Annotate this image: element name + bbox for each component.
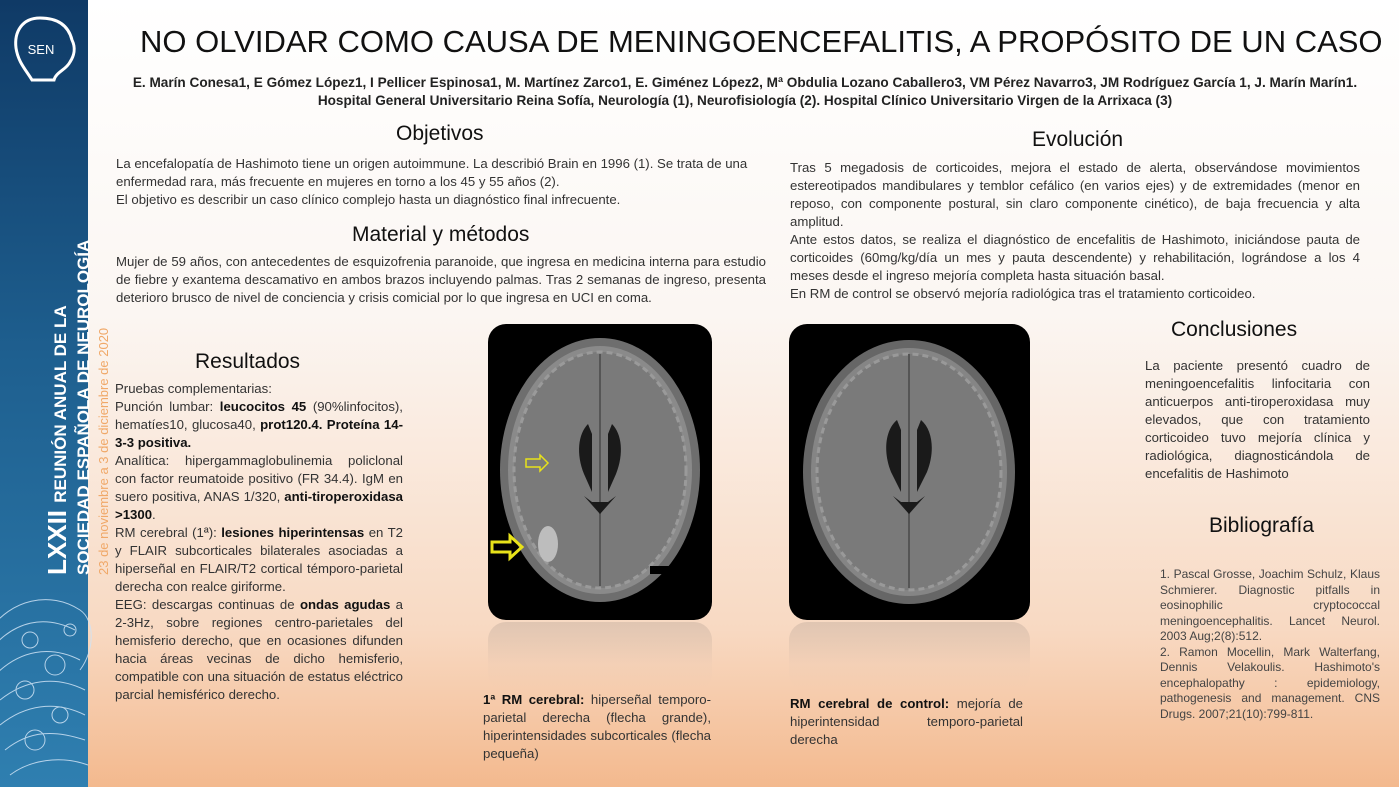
conclusiones-text: La paciente presentó cuadro de meningoencefalitis linfocitaria con anticuerpos anti-tiroperoxidasa muy elevados, que con tratamiento corticoideo tuvo mejoría clínica y radiológica, diagnosticándola de encefalitis de Hashimoto — [1145, 358, 1370, 481]
reference-item: 1. Pascal Grosse, Joachim Schulz, Klaus Schmierer. Diagnostic pitfalls in eosinophilic cryptococcal meningoencephalitis. Lancet Neurol. 2003 Aug;2(8):512. — [1160, 567, 1380, 643]
material-text: Mujer de 59 años, con antecedentes de esquizofrenia paranoide, que ingresa en medicina interna para estudio de fiebre y exantema descamativo en ambos brazos incluyendo palmas. Tras 2 semanas de ingreso, presenta deterioro brusco de nivel de conciencia y crisis comicial por lo que ingresa en UCI en coma. — [116, 254, 766, 305]
resultados-heading: Resultados — [195, 350, 301, 373]
meeting-dates: 23 de noviembre a 3 de diciembre de 2020 — [96, 327, 111, 575]
evolucion-text — [790, 159, 1360, 303]
evolucion-p1: Tras 5 megadosis de corticoides, mejora el estado de alerta, observándose movimientos estereotipados mandibulares y temblor cefálico (en varios ejes) y de extremidades (menor en reposo, con componente postural, sin claro componente cinético), de baja frecuencia y alta amplitud. — [790, 160, 1360, 229]
authors-block — [95, 74, 1395, 110]
sidebar-banner — [0, 0, 111, 787]
figure1-caption: 1ª RM cerebral: hiperseñal temporo-parietal derecha (flecha grande), hiperintensidades subcorticales (flecha pequeña) — [483, 692, 711, 761]
rm-cerebral: RM cerebral (1ª): lesiones hiperintensas en T2 y FLAIR subcorticales bilaterales asociadas a hiperseñal en FLAIR/T2 cortical témporo-parietal derecha con realce giriforme. — [115, 525, 403, 594]
svg-text:SEN: SEN — [27, 42, 55, 57]
meeting-line2: SOCIEDAD ESPAÑOLA DE NEUROLOGÍA — [74, 239, 93, 575]
meeting-line1: REUNIÓN ANUAL DE LA — [51, 305, 70, 503]
mri-image-control — [789, 324, 1030, 620]
poster-title: NO OLVIDAR COMO CAUSA DE MENINGOENCEFALITIS, A PROPÓSITO DE UN CASO — [140, 24, 1383, 59]
eeg: EEG: descargas continuas de ondas agudas a 2-3Hz, sobre regiones centro-parietales del hemisferio derecho, que en ocasiones difunden hacia áreas vecinas de dicho hemisferio, compatible con una situación de estatus eléctrico parcial hemisférico derecho. — [115, 597, 404, 702]
affiliations: Hospital General Universitario Reina Sofía, Neurología (1), Neurofisiología (2). Hospital Clínico Universitario Virgen de la Arrixaca (3) — [317, 93, 1173, 108]
objetivos-p2: El objetivo es describir un caso clínico complejo hasta un diagnóstico final infrecuente. — [116, 192, 621, 207]
evolucion-heading: Evolución — [1032, 128, 1124, 151]
sen-logo — [10, 14, 80, 86]
resultados-text — [115, 380, 403, 704]
analitica: Analítica: hipergammaglobulinemia policlonal con factor reumatoide positivo (FR 34.4). IgM en suero positiva, ANAS 1/320, anti-tiroperoxidasa >1300. — [115, 453, 403, 522]
meeting-title — [44, 240, 114, 575]
objetivos-text — [116, 155, 766, 209]
bibliografia-heading: Bibliografía — [1209, 514, 1315, 537]
puncion-lumbar: Punción lumbar: leucocitos 45 (90%linfocitos), hematíes10, glucosa40, prot120.4. Proteína 14-3-3 positiva. — [115, 399, 403, 450]
reference-item: 2. Ramon Mocellin, Mark Walterfang, Dennis Velakoulis. Hashimoto's encephalopathy : epidemiology, pathogenesis and management. CNS Drugs. 2007;21(10):799-811. — [1160, 644, 1380, 721]
mri-reflection-2 — [789, 622, 1030, 692]
figure2-caption: RM cerebral de control: mejoría de hiperintensidad temporo-parietal derecha — [790, 696, 1023, 747]
objetivos-p1: La encefalopatía de Hashimoto tiene un origen autoimmune. La describió Brain en 1996 (1). Se trata de una enfermedad rara, más frecuente en mujeres en torno a los 45 y 55 años (2). — [116, 156, 748, 189]
evolucion-p3: En RM de control se observó mejoría radiológica tras el tratamiento corticoideo. — [790, 286, 1256, 301]
resultados-intro: Pruebas complementarias: — [115, 381, 272, 396]
mri-image-initial — [488, 324, 712, 620]
conclusiones-heading: Conclusiones — [1171, 318, 1298, 341]
edition-number: LXXII — [42, 509, 72, 575]
author-list: E. Marín Conesa1, E Gómez López1, I Pellicer Espinosa1, M. Martínez Zarco1, E. Giménez López2, Mª Obdulia Lozano Caballero3, VM Pérez Navarro3, JM Rodríguez García 1, J. Marín Marín1. — [132, 75, 1358, 90]
objetivos-heading: Objetivos — [396, 122, 484, 145]
brain-illustration-icon — [0, 590, 88, 787]
evolucion-p2: Ante estos datos, se realiza el diagnóstico de encefalitis de Hashimoto, iniciándose pauta de corticoides (60mg/kg/día un mes y pauta descendente) y rehabilitación, lográndose a los 4 meses desde el ingreso mejoría completa hasta situación basal. — [790, 232, 1360, 283]
mri-reflection-1 — [488, 622, 712, 692]
references-list — [1160, 567, 1380, 722]
material-heading: Material y métodos — [352, 223, 530, 246]
